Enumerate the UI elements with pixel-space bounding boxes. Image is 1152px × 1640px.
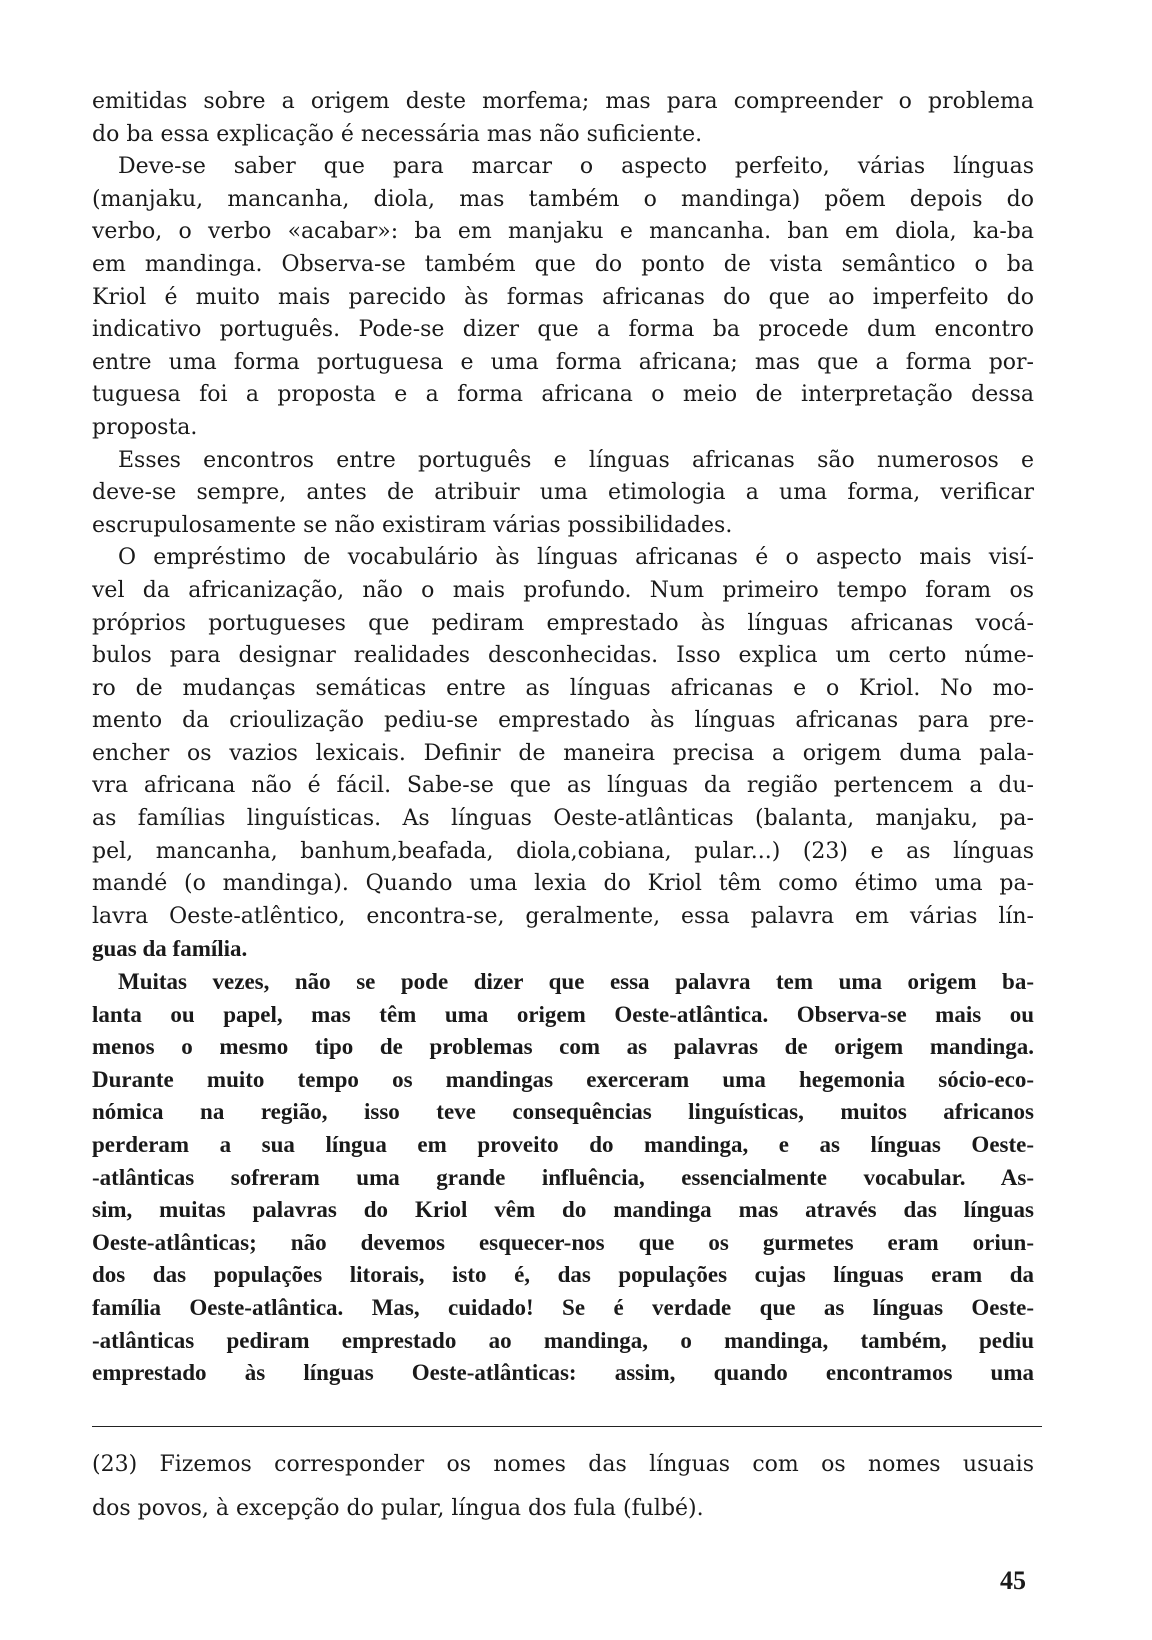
body-line: vra africana não é fácil. Sabe-se que as línguas da região pertencem a du- bbox=[92, 773, 1034, 799]
body-line: -atlânticas pediram emprestado ao mandinga, o mandinga, também, pediu bbox=[92, 1327, 1034, 1353]
body-line: (manjaku, mancanha, diola, mas também o mandinga) põem depois do bbox=[92, 186, 1034, 212]
body-line: Oeste-atlânticas; não devemos esquecer-nos que os gurmetes eram oriun- bbox=[92, 1229, 1034, 1255]
body-line: lanta ou papel, mas têm uma origem Oeste-atlântica. Observa-se mais ou bbox=[92, 1001, 1034, 1027]
body-line: sim, muitas palavras do Kriol vêm do mandinga mas através das línguas bbox=[92, 1197, 1034, 1223]
body-line: mento da crioulização pediu-se emprestado às línguas africanas para pre- bbox=[92, 708, 1034, 734]
body-line: Durante muito tempo os mandingas exerceram uma hegemonia sócio-eco- bbox=[92, 1066, 1034, 1092]
body-line: pel, mancanha, banhum,beafada, diola,cobiana, pular...) (23) e as línguas bbox=[92, 838, 1034, 864]
body-line: lavra Oeste-atlêntico, encontra-se, geralmente, essa palavra em várias lín- bbox=[92, 903, 1034, 929]
body-line: bulos para designar realidades desconhecidas. Isso explica um certo núme- bbox=[92, 643, 1034, 669]
page-number: 45 bbox=[1000, 1566, 1026, 1595]
body-line: perderam a sua língua em proveito do mandinga, e as línguas Oeste- bbox=[92, 1132, 1034, 1157]
body-line: menos o mesmo tipo de problemas com as palavras de origem mandinga. bbox=[92, 1034, 1034, 1060]
body-line: verbo, o verbo «acabar»: ba em manjaku e mancanha. ban em diola, ka-ba bbox=[92, 219, 1034, 245]
body-line: emprestado às línguas Oeste-atlânticas: assim, quando encontramos uma bbox=[92, 1360, 1034, 1386]
body-line: tuguesa foi a proposta e a forma africana o meio de interpretação dessa bbox=[92, 382, 1034, 408]
body-line: entre uma forma portuguesa e uma forma africana; mas que a forma por- bbox=[92, 349, 1034, 375]
body-line: proposta. bbox=[92, 414, 198, 440]
body-line: do ba essa explicação é necessária mas não suficiente. bbox=[92, 121, 703, 147]
body-line: as famílias linguísticas. As línguas Oeste-atlânticas (balanta, manjaku, pa- bbox=[92, 806, 1034, 832]
body-line: próprios portugueses que pediram emprestado às línguas africanas vocá- bbox=[92, 610, 1034, 636]
footnote-line: (23) Fizemos corresponder os nomes das línguas com os nomes usuais bbox=[92, 1452, 1034, 1477]
body-line: vel da africanização, não o mais profundo. Num primeiro tempo foram os bbox=[92, 577, 1034, 603]
body-line: Muitas vezes, não se pode dizer que essa palavra tem uma origem ba- bbox=[118, 969, 1034, 995]
body-line: encher os vazios lexicais. Definir de maneira precisa a origem duma pala- bbox=[92, 740, 1034, 766]
footnote-separator bbox=[92, 1426, 1042, 1427]
body-line: ro de mudanças semáticas entre as línguas africanas e o Kriol. No mo- bbox=[92, 675, 1034, 701]
body-line: escrupulosamente se não existiram várias possibilidades. bbox=[92, 512, 733, 538]
body-line: nómica na região, isso teve consequências linguísticas, muitos africanos bbox=[92, 1099, 1034, 1125]
body-line: Deve-se saber que para marcar o aspecto perfeito, várias línguas bbox=[118, 154, 1034, 180]
body-line: em mandinga. Observa-se também que do ponto de vista semântico o ba bbox=[92, 251, 1034, 277]
body-line: deve-se sempre, antes de atribuir uma etimologia a uma forma, verificar bbox=[92, 480, 1034, 506]
body-text bbox=[92, 86, 1034, 1390]
body-line: indicativo português. Pode-se dizer que a forma ba procede dum encontro bbox=[92, 317, 1034, 343]
body-line: -atlânticas sofreram uma grande influência, essencialmente vocabular. As- bbox=[92, 1164, 1034, 1190]
body-line: família Oeste-atlântica. Mas, cuidado! Se é verdade que as línguas Oeste- bbox=[92, 1294, 1034, 1320]
body-line: emitidas sobre a origem deste morfema; mas para compreender o problema bbox=[92, 89, 1034, 114]
footnote bbox=[92, 1443, 1034, 1531]
body-line: O empréstimo de vocabulário às línguas africanas é o aspecto mais visí- bbox=[118, 545, 1034, 571]
body-line: guas da família. bbox=[92, 936, 248, 962]
body-line: Esses encontros entre português e línguas africanas são numerosos e bbox=[118, 447, 1034, 473]
body-line: Kriol é muito mais parecido às formas africanas do que ao imperfeito do bbox=[92, 284, 1034, 310]
body-line: dos das populações litorais, isto é, das populações cujas línguas eram da bbox=[92, 1262, 1034, 1288]
footnote-line: dos povos, à excepção do pular, língua dos fula (fulbé). bbox=[92, 1496, 704, 1521]
body-line: mandé (o mandinga). Quando uma lexia do Kriol têm como étimo uma pa- bbox=[92, 871, 1034, 897]
